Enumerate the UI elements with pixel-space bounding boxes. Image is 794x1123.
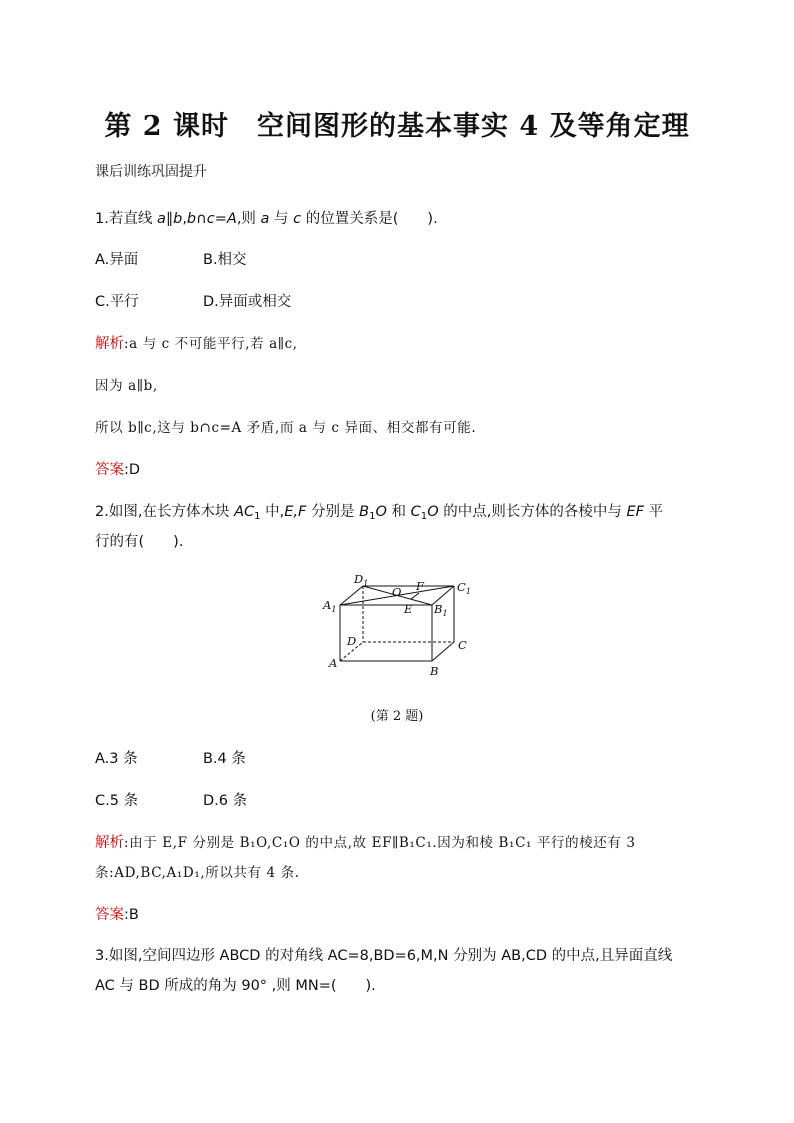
question-1-stem: 1.若直线 a∥b,b∩c=A,则 a 与 c 的位置关系是( ). [95, 211, 438, 227]
answer-label: 答案 [95, 462, 124, 478]
label-e: E [404, 602, 413, 616]
label-o: O [392, 585, 402, 599]
section-heading: 课后训练巩固提升 [95, 164, 207, 180]
q1-explanation-line-3: 所以 b∥c,这与 b∩c=A 矛盾,而 a 与 c 异面、相交都有可能. [95, 420, 477, 436]
question-3-stem-line-1: 3.如图,空间四边形 ABCD 的对角线 AC=8,BD=6,M,N 分别为 AB,CD 的中点,且异面直线 [95, 948, 673, 964]
q2-option-c: C.5 条 [95, 793, 139, 809]
answer-label: 答案 [95, 907, 124, 923]
label-d: D [347, 634, 357, 648]
question-2-stem-line-2: 行的有( ). [95, 534, 184, 550]
label-c: C [458, 638, 467, 652]
q2-answer: 答案:B [95, 907, 139, 923]
q2-explanation-line-2: 条:AD,BC,A₁D₁,所以共有 4 条. [95, 865, 300, 881]
q1-option-d: D.异面或相交 [203, 294, 292, 310]
q2-option-b: B.4 条 [203, 751, 246, 767]
figure-caption: (第 2 题) [370, 709, 424, 724]
cuboid-figure [318, 568, 498, 680]
explanation-label: 解析 [95, 835, 124, 851]
q2-explanation-line-1: 解析:由于 E,F 分别是 B₁O,C₁O 的中点,故 EF∥B₁C₁.因为和棱 B₁C₁ 平行的棱还有 3 [95, 835, 636, 851]
q1-option-c: C.平行 [95, 294, 139, 310]
q2-option-a: A.3 条 [95, 751, 138, 767]
label-f: F [416, 579, 424, 593]
q1-answer: 答案:D [95, 462, 141, 478]
page-title: 第 2 课时 空间图形的基本事实 4 及等角定理 [104, 111, 690, 142]
q1-option-a: A.异面 [95, 252, 139, 268]
label-b: B [430, 664, 439, 678]
q1-explanation-line-2: 因为 a∥b, [95, 378, 158, 394]
explanation-label: 解析 [95, 336, 124, 352]
label-a1: $A_1$ [323, 598, 337, 614]
label-d1: $D_1$ [354, 572, 369, 588]
q1-option-b: B.相交 [203, 252, 247, 268]
label-b1: $B_1$ [434, 602, 448, 618]
question-2-stem-line-1: 2.如图,在长方体木块 $AC_1$ 中,E,F 分别是 $B_1O$ 和 $C_1O$ 的中点,则长方体的各棱中与 EF 平 [95, 504, 664, 522]
label-a: A [329, 656, 338, 670]
question-3-stem-line-2: AC 与 BD 所成的角为 90° ,则 MN=( ). [95, 978, 376, 994]
q2-option-d: D.6 条 [203, 793, 248, 809]
q1-explanation-line-1: 解析:a 与 c 不可能平行,若 a∥c, [95, 336, 298, 352]
label-c1: $C_1$ [457, 580, 471, 596]
